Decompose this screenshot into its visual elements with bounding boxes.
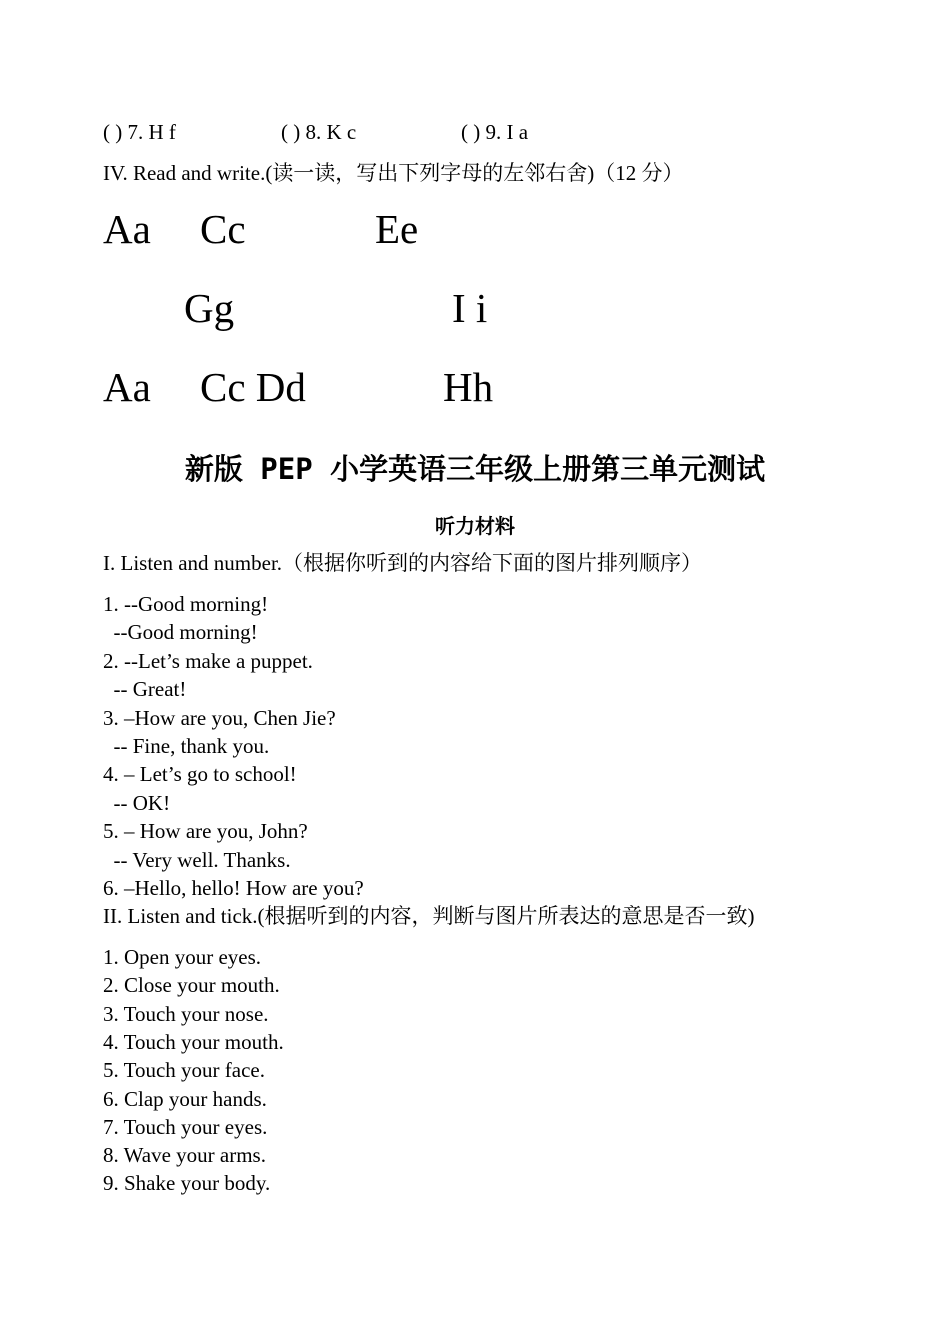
section-1-heading: I. Listen and number.（根据你听到的内容给下面的图片排列顺序） (103, 551, 703, 575)
dialogue-line: --Good morning! (103, 620, 258, 645)
dialogue-line: 2. --Let’s make a puppet. (103, 648, 313, 673)
letter-ii: I i (452, 285, 488, 331)
dialogue-line: 6. –Hello, hello! How are you? (103, 876, 364, 900)
instruction-line: 1. Open your eyes. (103, 945, 262, 969)
dialogue-line: 5. – How are you, John? (103, 819, 308, 844)
question-8: ( ) 8. K c (281, 120, 357, 144)
section-4-heading: IV. Read and write.(读一读，写出下列字母的左邻右舍)（12 分） (103, 161, 684, 185)
question-7: ( ) 7. H f (103, 120, 176, 144)
instruction-line: 5. Touch your face. (103, 1058, 266, 1083)
dialogue-line: 4. – Let’s go to school! (103, 762, 297, 787)
dialogue-line: -- OK! (103, 790, 171, 815)
dialogue-line: 3. –How are you, Chen Jie? (103, 705, 336, 730)
dialogue-line: 1. --Good morning! (103, 592, 269, 616)
letter-hh: Hh (443, 364, 494, 410)
letter-aa: Aa (103, 206, 151, 252)
letter-cc-dd: Cc Dd (200, 364, 306, 410)
question-9: ( ) 9. I a (461, 120, 529, 144)
section-2-heading: II. Listen and tick.(根据听到的内容，判断与图片所表达的意思是否一致) (103, 904, 755, 928)
instruction-line: 2. Close your mouth. (103, 973, 280, 998)
instruction-line: 9. Shake your body. (103, 1171, 271, 1196)
page-title: 新版 PEP 小学英语三年级上册第三单元测试 (184, 452, 766, 486)
letter-cc: Cc (200, 206, 246, 252)
dialogue-line: -- Very well. Thanks. (103, 847, 291, 872)
dialogue-line: -- Fine, thank you. (103, 734, 270, 758)
instruction-line: 4. Touch your mouth. (103, 1029, 284, 1054)
page-subtitle: 听力材料 (435, 514, 515, 538)
dialogue-line: -- Great! (103, 677, 187, 702)
letter-ee: Ee (375, 206, 419, 252)
instruction-line: 6. Clap your hands. (103, 1086, 267, 1111)
instruction-line: 7. Touch your eyes. (103, 1114, 268, 1139)
letter-aa-2: Aa (103, 364, 151, 410)
instruction-line: 8. Wave your arms. (103, 1143, 266, 1168)
instruction-line: 3. Touch your nose. (103, 1001, 269, 1026)
letter-gg: Gg (184, 285, 235, 331)
